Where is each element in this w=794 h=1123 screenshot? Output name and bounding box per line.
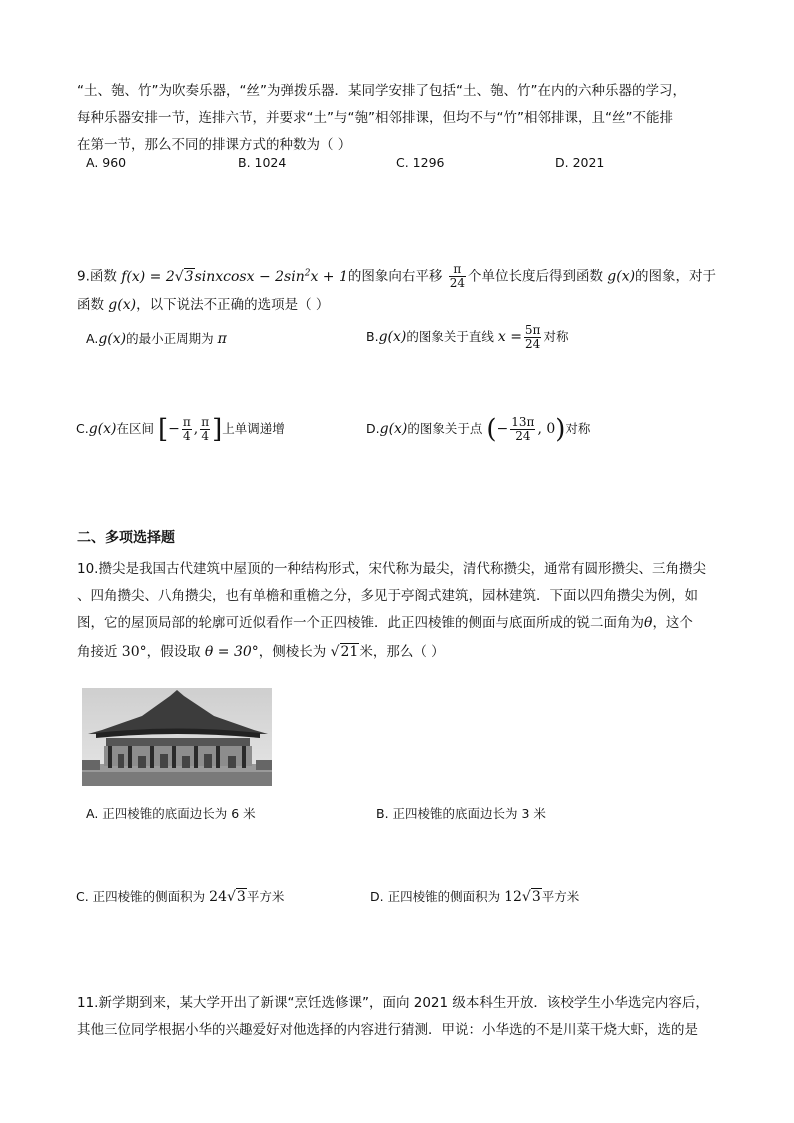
q8-option-a[interactable]: A. 960 bbox=[86, 155, 127, 170]
q8-line1: “土、匏、竹”为吹奏乐器，“丝”为弹拨乐器．某同学安排了包括“土、匏、竹”在内的六种乐器的学习， bbox=[77, 83, 686, 99]
q9-stem-line2: 函数 g(x)，以下说法不正确的选项是（ ） bbox=[77, 297, 330, 313]
q10-line4: 角接近 30°，假设取 θ = 30°，侧棱长为 √21米，那么（ ） bbox=[77, 644, 445, 660]
q8-option-b[interactable]: B. 1024 bbox=[238, 155, 287, 170]
q9-option-a[interactable]: A.g(x)的最小正周期为 π bbox=[86, 331, 227, 347]
q10-option-c[interactable]: C. 正四棱锥的侧面积为 24√3平方米 bbox=[76, 889, 285, 905]
q10-stem bbox=[77, 556, 722, 667]
q8-line2: 每种乐器安排一节，连排六节，并要求“土”与“匏”相邻排课，但均不与“竹”相邻排课，且“丝”不能排 bbox=[77, 110, 673, 126]
q9-shift-fraction: $\frac{\pi}{24}$ bbox=[449, 262, 465, 291]
q8-option-c[interactable]: C. 1296 bbox=[396, 155, 445, 170]
q10-line2: 、四角攒尖、八角攒尖，也有单檐和重檐之分，多见于亭阁式建筑，园林建筑．下面以四角攒尖为例，如 bbox=[77, 588, 698, 604]
q9-number: 9.函数 bbox=[77, 268, 117, 285]
q10-line3: 图，它的屋顶局部的轮廓可近似看作一个正四棱锥．此正四棱锥的侧面与底面所成的锐二面角为θ，这个 bbox=[77, 615, 693, 631]
q11-line1: 11.新学期到来，某大学开出了新课“烹饪选修课”，面向 2021 级本科生开放．该校学生小华选完内容后， bbox=[77, 995, 709, 1011]
q8-option-d[interactable]: D. 2021 bbox=[555, 155, 605, 170]
q9-option-d[interactable]: D.g(x)的图象关于点 (− $\frac{13\pi}{24}$ , 0)对称 bbox=[366, 414, 591, 445]
q10-option-d[interactable]: D. 正四棱锥的侧面积为 12√3平方米 bbox=[370, 889, 580, 905]
pavilion-photo bbox=[82, 688, 272, 786]
q11-stem bbox=[77, 990, 722, 1044]
q10-line1: 10.攒尖是我国古代建筑中屋顶的一种结构形式，宋代称为最尖，清代称攒尖，通常有圆形攒尖、三角攒尖 bbox=[77, 561, 706, 577]
q9-option-b[interactable]: B.g(x)的图象关于直线 x = $\frac{5\pi}{24}$ 对称 bbox=[366, 323, 569, 351]
q8-line3: 在第一节，那么不同的排课方式的种数为（ ） bbox=[77, 137, 352, 153]
q8-stem bbox=[77, 78, 722, 159]
q9-stem-line1: 9.函数 f(x) = 2√3sinxcosx − $2\sin^2x + 1$的图象向右平移 $\frac{\pi}{24}$ 个单位长度后得到函数 g(x)的图象，对于 bbox=[77, 262, 717, 291]
q9-option-c[interactable]: C.g(x)在区间 [− $\frac{\pi}{4}$ , $\frac{\pi}{4}$ ]上单调递增 bbox=[76, 414, 285, 445]
q10-option-a[interactable]: A. 正四棱锥的底面边长为 6 米 bbox=[86, 806, 256, 821]
q10-option-b[interactable]: B. 正四棱锥的底面边长为 3 米 bbox=[376, 806, 546, 821]
q11-line2: 其他三位同学根据小华的兴趣爱好对他选择的内容进行猜测．甲说：小华选的不是川菜干烧大虾，选的是 bbox=[77, 1022, 698, 1038]
q9-formula: f(x) = 2√3sinxcosx − $2\sin^2x + 1$ bbox=[121, 268, 348, 285]
section-title: 二、多项选择题 bbox=[77, 530, 175, 546]
